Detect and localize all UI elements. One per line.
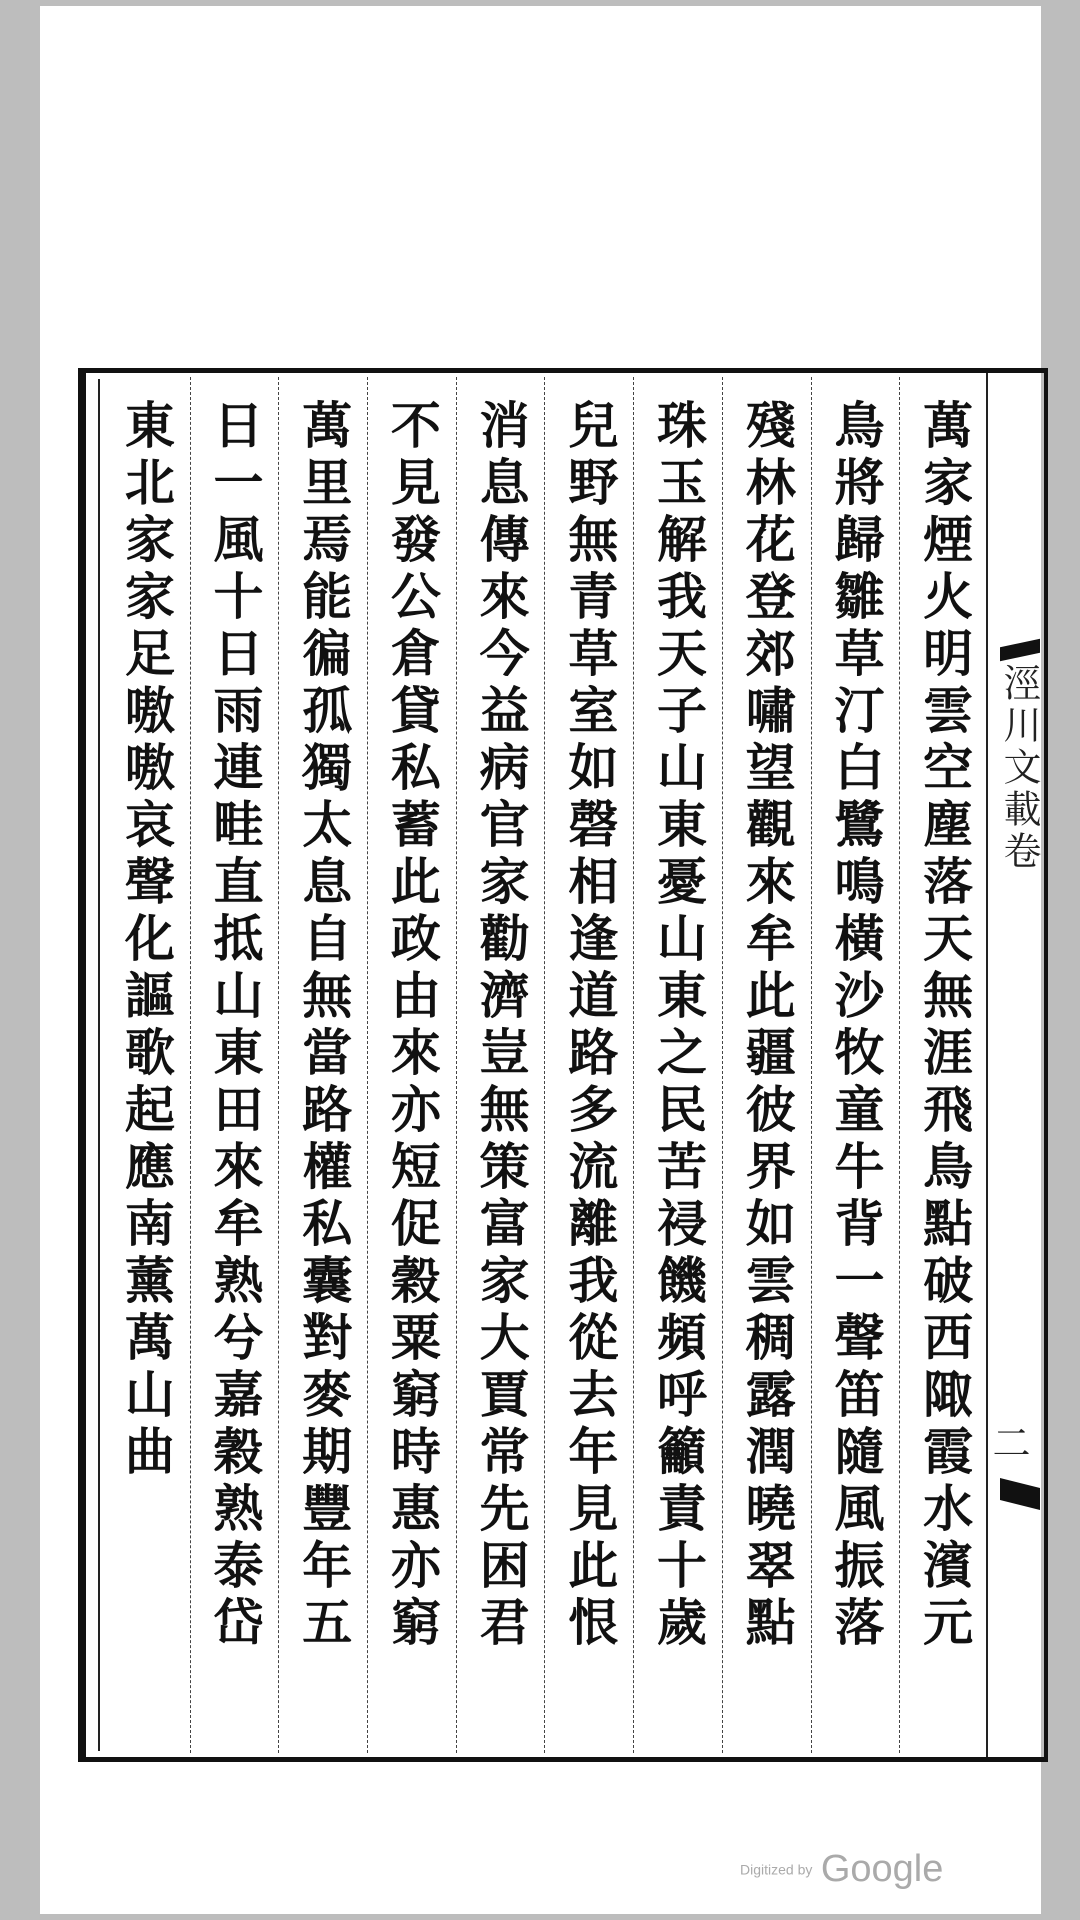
text-column-4 [633,377,722,1753]
margin-book-title: 涇川文載卷 [997,663,1041,873]
text-column-7 [367,377,456,1753]
watermark-prefix: Digitized by [740,1861,813,1878]
text-column-6 [456,377,545,1753]
scanned-book-page [40,6,1041,1914]
text-column-1 [899,377,988,1753]
fish-tail-mark-bottom [1000,1478,1040,1510]
column-text: 日一風十日雨連畦直抵山東田來牟熟兮嘉穀熟泰岱 [205,399,265,1653]
text-column-9 [190,377,279,1753]
text-frame [78,368,1048,1762]
column-text: 殘林花登郊嘯望觀來牟此疆彼界如雲稠露潤曉翠點 [737,399,797,1653]
text-column-8 [278,377,367,1753]
text-column-3 [722,377,811,1753]
column-text: 兒野無青草室如磬相逢道路多流離我從去年見此恨 [560,399,620,1653]
google-watermark [740,1848,943,1891]
column-text: 不見發公倉貸私蓄此政由來亦短促穀粟窮時惠亦窮 [382,399,442,1653]
margin-leaf-number: 二 [986,1423,1030,1461]
column-text: 東北家家足嗷嗷哀聲化謳歌起應南薰萬山曲 [116,399,176,1482]
column-text: 珠玉解我天子山東憂山東之民苦祲饑頻呼籲責十歲 [649,399,709,1653]
text-column-2 [811,377,900,1753]
frame-inner-rule [98,379,100,1751]
column-text: 萬里焉能徧孤獨太息自無當路權私囊對麥期豐年五 [294,399,354,1653]
text-columns [102,377,988,1753]
column-text: 萬家煙火明雲空塵落天無涯飛鳥點破西陬霞水濱元 [915,399,975,1653]
fish-tail-mark-top [1000,639,1040,662]
column-text: 消息傳來今益病官家勸濟豈無策富家大賈常先困君 [471,399,531,1653]
column-text: 鳥將歸雛草汀白鷺鳴橫沙牧童牛背一聲笛隨風振落 [826,399,886,1653]
center-fold-margin [986,373,1044,1757]
watermark-brand: Google [820,1848,944,1890]
text-column-5 [544,377,633,1753]
text-column-10 [102,377,190,1753]
